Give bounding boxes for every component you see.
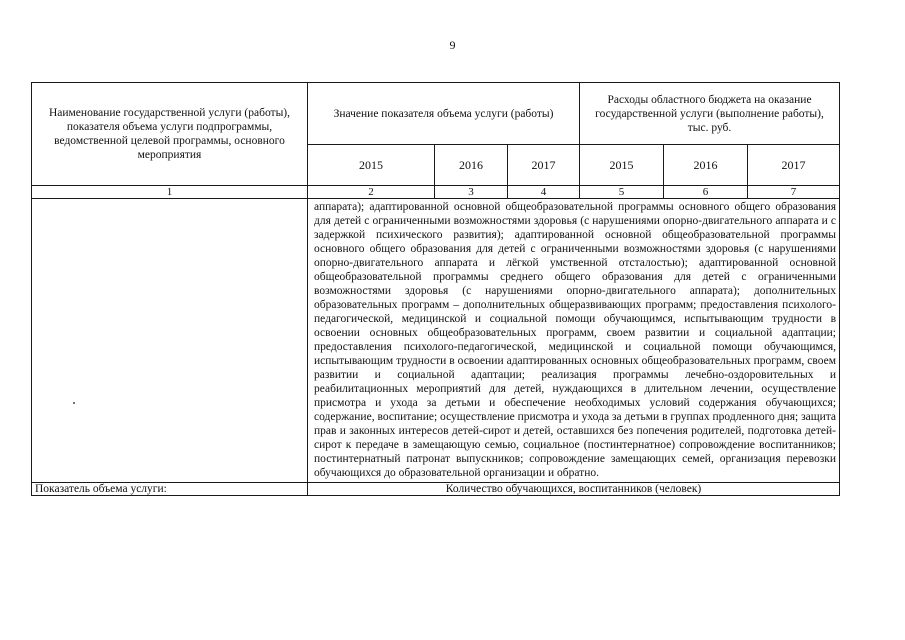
column-number-1: 1 (32, 186, 308, 199)
year-volume-2015: 2015 (308, 145, 435, 186)
header-service-name: Наименование государственной услуги (работы), показателя объема услуги подпрограммы, ведомственной целевой программы, основного мероприятия (32, 83, 308, 186)
column-number-7: 7 (748, 186, 840, 199)
empty-name-cell (32, 199, 308, 483)
header-expenses-text: Расходы областного бюджета на оказание государственной услуги (выполнение работы), (595, 93, 824, 120)
column-number-5: 5 (580, 186, 664, 199)
year-expenses-2016: 2016 (664, 145, 748, 186)
header-expenses (580, 83, 840, 145)
column-number-6: 6 (664, 186, 748, 199)
indicator-label: Показатель объема услуги: (32, 483, 308, 496)
scan-speck (73, 402, 75, 404)
budget-table (31, 82, 840, 496)
column-number-2: 2 (308, 186, 435, 199)
year-volume-2016: 2016 (435, 145, 508, 186)
header-expenses-unit: тыс. руб. (687, 121, 732, 134)
page-number: 9 (449, 38, 456, 52)
year-expenses-2017: 2017 (748, 145, 840, 186)
indicator-value: Количество обучающихся, воспитанников (человек) (308, 483, 840, 496)
year-expenses-2015: 2015 (580, 145, 664, 186)
column-number-4: 4 (508, 186, 580, 199)
column-number-3: 3 (435, 186, 508, 199)
header-volume-value: Значение показателя объема услуги (работы) (308, 83, 580, 145)
year-volume-2017: 2017 (508, 145, 580, 186)
service-description: аппарата); адаптированной основной общеобразовательной программы основного общего образования для детей с ограниченными возможностями здоровья (с нарушениями опорно-двигательного аппарата и с задержкой психического развития); адаптированной основной общеобразовательной программы основного общего образования для детей с ограниченными возможностями здоровья (с нарушениями опорно-двигательного аппарата и лёгкой умственной отсталостью); адаптированной основной общеобразовательной программы среднего общего образования для детей с ограниченными возможностями здоровья (с нарушениями опорно-двигательного аппарата); дополнительных образовательных программ – дополнительных общеразвивающих программ; предоставления психолого-педагогической, медицинской и социальной помощи обучающимся, испытывающим трудности в освоении основных общеобразовательных программ, своем развитии и социальной адаптации; предоставления психолого-педагогической, медицинской и социальной помощи обучающимся, испытывающим трудности в освоении адаптированных основных общеобразовательных программ, своем развитии и социальной адаптации; реализация программы лечебно-оздоровительных и реабилитационных мероприятий для детей, нуждающихся в длительном лечении, осуществление присмотра и ухода за детьми и обеспечение необходимых условий содержания обучающихся; содержание, воспитание; осуществление присмотра и ухода за детьми в группах продленного дня; защита прав и законных интересов детей-сирот и детей, оставшихся без попечения родителей, подготовка детей-сирот к передаче в замещающую семью, социальное (постинтернатное) сопровождение воспитанников; постинтернатный патронат выпускников; сопровождение замещающих семей, организация перевозки обучающихся до образовательной организации и обратно. (308, 199, 840, 483)
